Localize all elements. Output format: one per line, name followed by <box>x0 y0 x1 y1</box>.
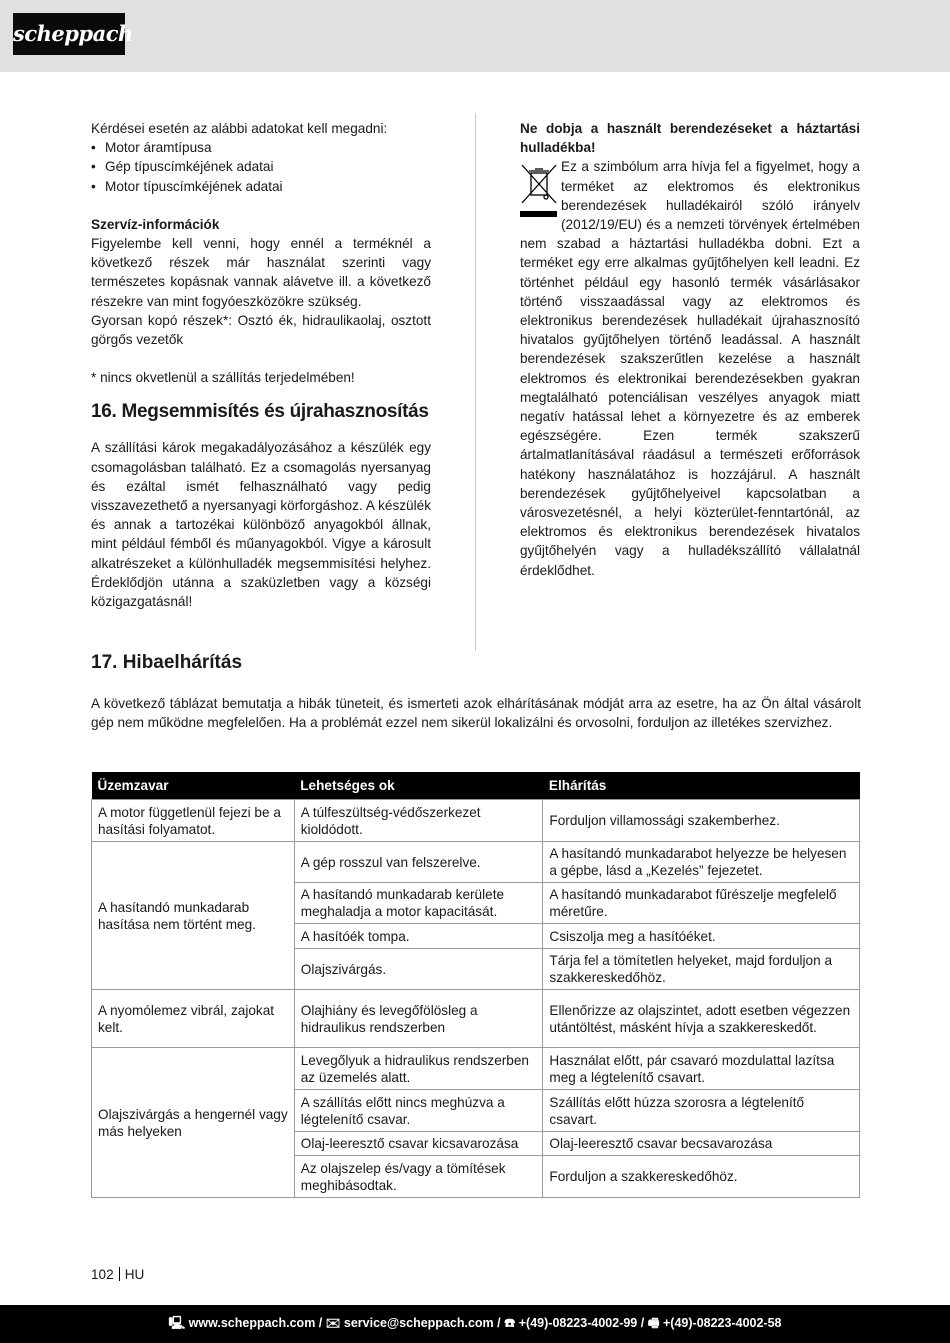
header-remedy: Elhárítás <box>543 772 860 800</box>
service-text: Figyelembe kell venni, hogy ennél a terméknél a következő részek már használat szerinti vagy természetes kopásnak vannak alávetve ill. a következő részekre van mint fogyóeszközökre szükség. <box>91 236 431 309</box>
scheppach-logo: scheppach <box>13 13 125 55</box>
remedy-cell: Forduljon a szakkereskedőhöz. <box>543 1156 860 1198</box>
fault-cell: Olajszivárgás a hengernél vagy más helyeken <box>92 1048 295 1198</box>
cause-cell: Olajszivárgás. <box>294 949 543 990</box>
phone-icon: ☎ <box>504 1316 516 1330</box>
cause-cell: Olaj-leeresztő csavar kicsavarozása <box>294 1132 543 1156</box>
remedy-cell: A hasítandó munkadarabot fűrészelje megfelelő méretűre. <box>543 883 860 924</box>
mail-icon: ✉ <box>325 1316 341 1330</box>
phone-number: +(49)-08223-4002-99 <box>518 1316 638 1330</box>
header-fault: Üzemzavar <box>92 772 295 800</box>
required-info-list <box>91 138 431 196</box>
disposal-text: Ez a szimbólum arra hívja fel a figyelmet, hogy a terméket az elektromos és elektronikus berendezések hulladékairól szóló irányelv (2012/19/EU) és a nemzeti törvények értelmében nem szabad a háztartási hulladékba dobni. Ezt a terméket egy erre alkalmas gyűjtőhelyen kell leadni. Ez történhet például egy hasonló termék vásárlásakor történő visszaadással vagy az elektromos és elektronikus berendezések hulladékait újrahasznosító hivatalos gyűjtőhelyen történő leadással. A használt berendezések szakszerűtlen kezelése a használt elektromos és elektronikai berendezésekben gyakran megtalálható potenciálisan veszélyes anyagok miatt negatív hatással lehet a környezetre és az emberek egészségére. Ezen termék szakszerű ártalmatlanításával ráadásul a természeti erőforrások hatékony használatához is hozzájárul. A használt berendezések gyűjtőhelyeivel kapcsolatban a városvezetésnél, a helyi közterület-fenntartónál, az elektromos és elektronikus berendezések hivatalos gyűjtőhelyén vagy a hulladékszállító vállalatnál érdeklődhet. <box>520 159 860 578</box>
remedy-cell: Olaj-leeresztő csavar becsavarozása <box>543 1132 860 1156</box>
fault-cell: A hasítandó munkadarab hasítása nem történt meg. <box>92 842 295 990</box>
footer-bar <box>0 1305 950 1343</box>
table-row <box>92 990 860 1048</box>
remedy-cell: Szállítás előtt húzza szorosra a légtelenítő csavart. <box>543 1090 860 1132</box>
remedy-cell: A hasítandó munkadarabot helyezze be helyesen a gépbe, lásd a „Kezelés” fejezetet. <box>543 842 860 883</box>
table-row <box>92 800 860 842</box>
cause-cell: A hasítandó munkadarab kerülete meghaladja a motor kapacitását. <box>294 883 543 924</box>
troubleshooting-table <box>91 772 860 1198</box>
fax-number: +(49)-08223-4002-58 <box>663 1316 782 1330</box>
remedy-cell: Csiszolja meg a hasítóéket. <box>543 924 860 949</box>
cause-cell: A szállítás előtt nincs meghúzva a légtelenítő csavar. <box>294 1090 543 1132</box>
weee-crossed-bin-icon <box>520 161 558 227</box>
header-bar <box>0 0 950 72</box>
remedy-cell: Forduljon villamossági szakemberhez. <box>543 800 860 842</box>
service-title: Szervíz-információk <box>91 216 220 232</box>
remedy-cell: Ellenőrizze az olajszintet, adott esetben végezzen utántöltést, másként hívja a szakkereskedőt. <box>543 990 860 1048</box>
fax-icon: 🖷 <box>647 1316 660 1330</box>
separator: / <box>640 1316 645 1330</box>
contact-intro: Kérdései esetén az alábbi adatokat kell megadni: <box>91 121 388 136</box>
email-link[interactable]: service@scheppach.com <box>343 1316 494 1330</box>
section-16-text: A szállítási károk megakadályozásához a készülék egy csomagolásban található. Ez a csomagolás nyersanyag és ezáltal ismét felhasználható vagy pedig visszavezethető a nyersanyagi körforgáshoz. A készülék és annak a tartozékai különböző anyagokból állnak, mint például fémből és műanyagokból. Vigye a károsult alkatrészeket a különhulladék megsemmisítési helyhez. Érdeklődjön utánna a szaküzletben vagy a községi közigazgatásnál! <box>91 440 431 610</box>
list-item: • Gép típuscímkéjének adatai <box>91 157 431 176</box>
section-16-title: 16. Megsemmisítés és újrahasznosítás <box>91 401 429 423</box>
cause-cell: A hasítóék tompa. <box>294 924 543 949</box>
page-number <box>91 1265 144 1284</box>
wear-parts: Gyorsan kopó részek*: Osztó ék, hidraulikaolaj, osztott görgős vezetők <box>91 312 431 348</box>
separator: / <box>318 1316 323 1330</box>
computer-icon: 🖳 <box>168 1316 186 1330</box>
cause-cell: Az olajszelep és/vagy a tömítések meghibásodtak. <box>294 1156 543 1198</box>
remedy-cell: Tárja fel a tömítetlen helyeket, majd forduljon a szakkereskedőhöz. <box>543 949 860 990</box>
list-item: • Motor áramtípusa <box>91 138 431 157</box>
fault-cell: A motor függetlenül fejezi be a hasítási folyamatot. <box>92 800 295 842</box>
fault-cell: A nyomólemez vibrál, zajokat kelt. <box>92 990 295 1048</box>
website-link[interactable]: www.scheppach.com <box>188 1316 316 1330</box>
disposal-title: Ne dobja a használt berendezéseket a háztartási hulladékba! <box>520 121 860 156</box>
left-column <box>91 119 431 611</box>
list-item: • Motor típuscímkéjének adatai <box>91 177 431 196</box>
separator: / <box>497 1316 501 1330</box>
language-code: HU <box>124 1267 145 1282</box>
column-divider <box>475 113 476 651</box>
cause-cell: Olajhiány és levegőfölösleg a hidraulikus rendszerben <box>294 990 543 1048</box>
table-header-row <box>92 772 860 800</box>
header-cause: Lehetséges ok <box>294 772 543 800</box>
right-column <box>520 119 860 580</box>
cause-cell: Levegőlyuk a hidraulikus rendszerben az üzemelés alatt. <box>294 1048 543 1090</box>
cause-cell: A gép rosszul van felszerelve. <box>294 842 543 883</box>
table-row <box>92 842 860 883</box>
remedy-cell: Használat előtt, pár csavaró mozdulattal lazítsa meg a légtelenítő csavart. <box>543 1048 860 1090</box>
cause-cell: A túlfeszültség-védőszerkezet kioldódott. <box>294 800 543 842</box>
section-17-title: 17. Hibaelhárítás <box>91 652 243 673</box>
page-number-value: 102 <box>91 1267 114 1282</box>
footnote: * nincs okvetlenül a szállítás terjedelmében! <box>91 370 355 386</box>
table-row <box>92 1048 860 1090</box>
section-17-intro: A következő táblázat bemutatja a hibák tüneteit, és ismerteti azok elhárításának módját arra az esetre, ha az Ön által vásárolt gép nem működne megfelelően. Ha a problémát ezzel nem sikerül lokalizálni és orvosolni, forduljon az illetékes szervizhez. <box>91 696 861 731</box>
